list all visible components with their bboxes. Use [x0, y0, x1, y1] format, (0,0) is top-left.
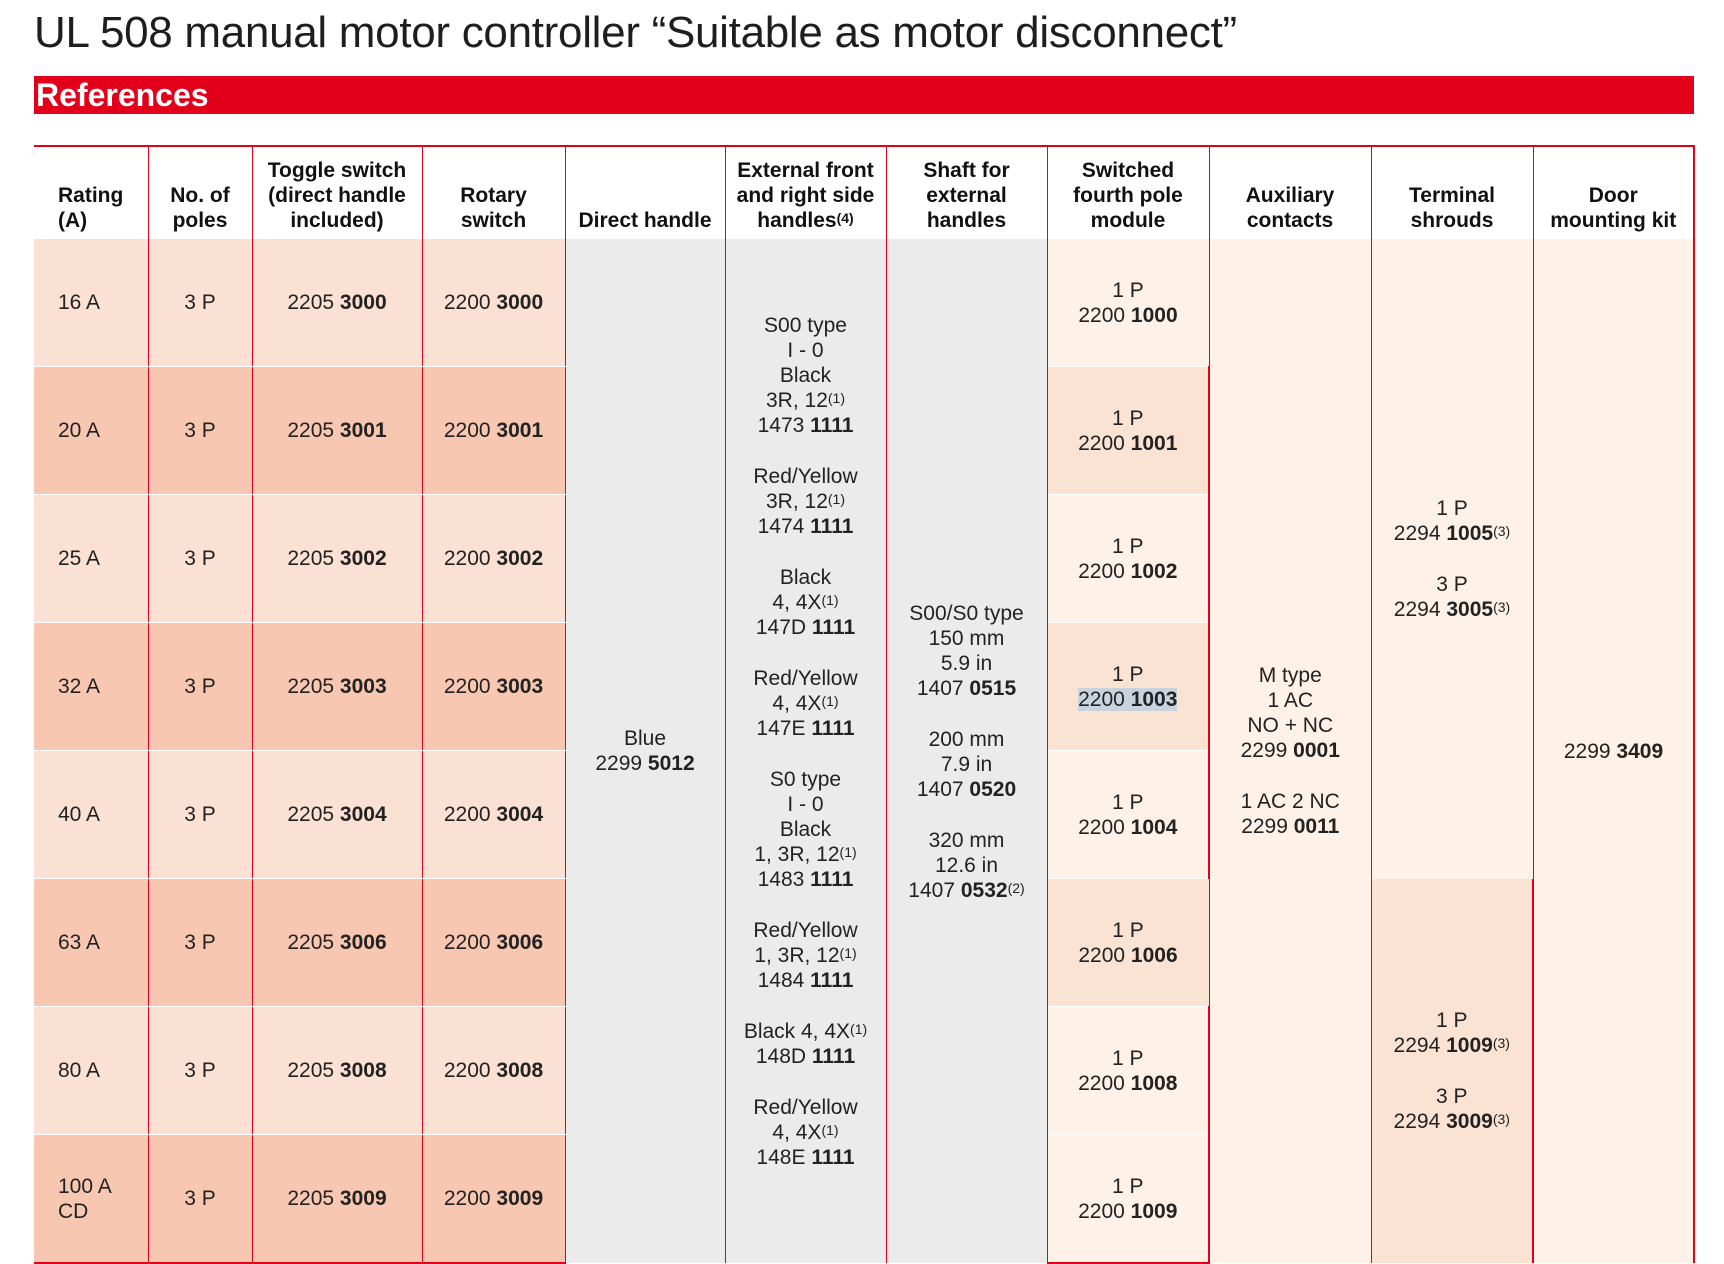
rotary-cell: 2200 3001 [422, 367, 565, 495]
toggle-cell: 2205 3004 [252, 751, 422, 879]
toggle-cell: 2205 3008 [252, 1007, 422, 1135]
direct-handle-cell: Blue 2299 5012 [565, 239, 725, 1263]
table-row [34, 239, 1694, 367]
references-table [34, 145, 1695, 1264]
fourth-pole-cell: 1 P 2200 1002 [1047, 495, 1209, 623]
header-door-kit: Door mounting kit [1533, 146, 1694, 239]
rating-cell: 20 A [34, 367, 148, 495]
rotary-cell: 2200 3006 [422, 879, 565, 1007]
door-kit-cell: 2299 3409 [1533, 239, 1694, 1263]
fourth-pole-cell: 1 P 2200 1006 [1047, 879, 1209, 1007]
header-rating: Rating (A) [34, 146, 148, 239]
rotary-cell: 2200 3004 [422, 751, 565, 879]
rating-cell: 63 A [34, 879, 148, 1007]
fourth-pole-cell: 1 P 2200 1004 [1047, 751, 1209, 879]
table-header-row [34, 146, 1694, 239]
poles-cell: 3 P [148, 495, 252, 623]
poles-cell: 3 P [148, 751, 252, 879]
toggle-cell: 2205 3001 [252, 367, 422, 495]
section-banner [34, 76, 1694, 114]
fourth-pole-cell: 1 P 2200 1003 [1047, 623, 1209, 751]
rating-cell: 25 A [34, 495, 148, 623]
section-title: References [36, 77, 209, 113]
header-external-handles: External front and right side handles$^{(4)}$ [725, 146, 886, 239]
page-title: UL 508 manual motor controller “Suitable as motor disconnect” [34, 8, 1237, 57]
toggle-cell: 2205 3006 [252, 879, 422, 1007]
poles-cell: 3 P [148, 623, 252, 751]
rotary-cell: 2200 3008 [422, 1007, 565, 1135]
header-shrouds: Terminal shrouds [1371, 146, 1533, 239]
shaft-cell: S00/S0 type 150 mm 5.9 in 1407 0515 200 mm 7.9 in 1407 0520 320 mm 12.6 in 1407 0532$^{(2)}$ [886, 239, 1047, 1263]
fourth-pole-cell: 1 P 2200 1008 [1047, 1007, 1209, 1135]
rating-cell: 16 A [34, 239, 148, 367]
shrouds-cell-top: 1 P 2294 1005$^{(3)}$ 3 P 2294 3005$^{(3)}$ [1371, 239, 1533, 879]
auxiliary-cell: M type 1 AC NO + NC 2299 0001 1 AC 2 NC 2299 0011 [1209, 239, 1371, 1263]
header-poles: No. of poles [148, 146, 252, 239]
shrouds-cell-bottom: 1 P 2294 1009$^{(3)}$ 3 P 2294 3009$^{(3)}$ [1371, 879, 1533, 1264]
rating-cell: 80 A [34, 1007, 148, 1135]
rotary-cell: 2200 3003 [422, 623, 565, 751]
toggle-cell: 2205 3009 [252, 1135, 422, 1264]
rating-cell: 32 A [34, 623, 148, 751]
header-fourth-pole: Switched fourth pole module [1047, 146, 1209, 239]
external-handles-cell: S00 type I - 0 Black 3R, 12$^{(1)}$ 1473 1111 Red/Yellow 3R, 12$^{(1)}$ 1474 1111 Black 4, $4X^{(1)}$ 147D 1111 Red/Yellow 4, $4X^{(1)}$ 147E 1111 S0 type I - 0 Black 1, 3R, 12$^{(1)}$ 1483 1111 Red/Yellow 1, 3R, 12$^{(1)}$ 1484 1111 Black 4, $4X^{(1)}$ 148D 1111 Red/Yellow 4, $4X^{(1)}$ 148E 1111 [725, 239, 886, 1263]
header-rotary-switch: Rotary switch [422, 146, 565, 239]
toggle-cell: 2205 3000 [252, 239, 422, 367]
toggle-cell: 2205 3003 [252, 623, 422, 751]
poles-cell: 3 P [148, 879, 252, 1007]
poles-cell: 3 P [148, 367, 252, 495]
fourth-pole-cell: 1 P 2200 1009 [1047, 1135, 1209, 1264]
rotary-cell: 2200 3000 [422, 239, 565, 367]
header-auxiliary: Auxiliary contacts [1209, 146, 1371, 239]
fourth-pole-cell: 1 P 2200 1000 [1047, 239, 1209, 367]
rotary-cell: 2200 3002 [422, 495, 565, 623]
header-shaft: Shaft for external handles [886, 146, 1047, 239]
header-direct-handle: Direct handle [565, 146, 725, 239]
rating-cell: 40 A [34, 751, 148, 879]
header-toggle-switch: Toggle switch (direct handle included) [252, 146, 422, 239]
poles-cell: 3 P [148, 239, 252, 367]
rotary-cell: 2200 3009 [422, 1135, 565, 1264]
poles-cell: 3 P [148, 1007, 252, 1135]
rating-cell: 100 A CD [34, 1135, 148, 1264]
toggle-cell: 2205 3002 [252, 495, 422, 623]
fourth-pole-cell: 1 P 2200 1001 [1047, 367, 1209, 495]
poles-cell: 3 P [148, 1135, 252, 1264]
